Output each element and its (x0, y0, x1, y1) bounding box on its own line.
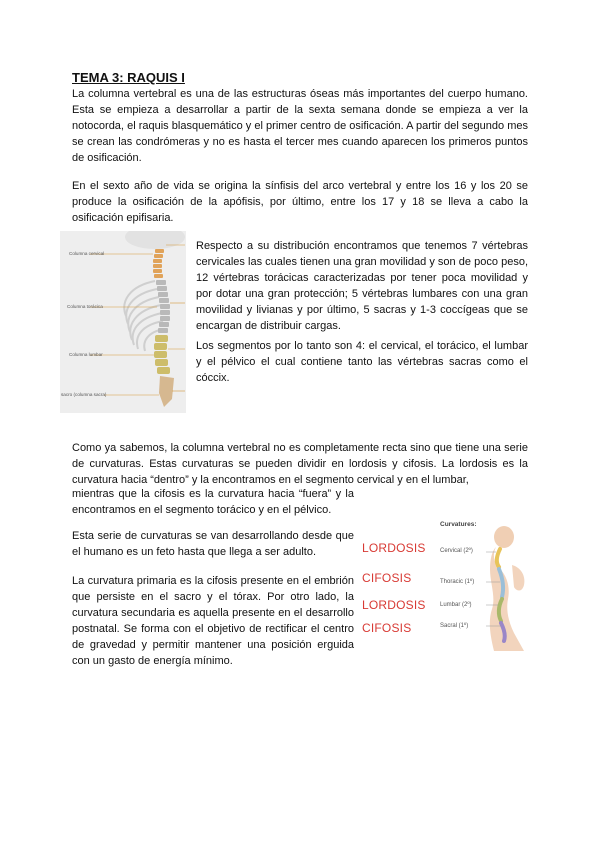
body-silhouette-illustration (486, 525, 532, 651)
curvature-label-thoracic: Thoracic (1º) (440, 579, 475, 585)
spine-label-sacrum: sacro (columna sacra) (61, 392, 107, 397)
paragraph-segments: Los segmentos por lo tanto son 4: el cervical, el torácico, el lumbar y el pélvico el cual contiene tanto las vértebras sacras como el cóccix. (196, 340, 528, 384)
curvature-label-cervical: Cervical (2º) (440, 548, 473, 554)
curvature-label-sacral: Sacral (1º) (440, 623, 469, 629)
paragraph-development: La columna vertebral es una de las estructuras óseas más importantes del cuerpo humano. Esta se empieza a desarrollar a partir de la sexta semana donde se empieza a ver la notocorda, el raquis blasquemático y el primer centro de osificación. A partir del segundo mes se crean las condrómeras y no es hasta el tercer mes cuando aparecen los primeros puntos de osificación. (72, 88, 528, 164)
curvature-word-lordosis-cervical: LORDOSIS (362, 541, 426, 555)
paragraph-distribution: Respecto a su distribución encontramos que tenemos 7 vértebras cervicales las cuales tienen una gran movilidad y son de poco peso, 12 vértebras torácicas caracterizadas por tener poca movilidad y por dotar una gran protección; 5 vértebras lumbares con una gran movilidad y livianas y por último, 5 sacras y 1-3 coccígeas que se encargan de distribuir cargas. (196, 240, 528, 332)
paragraph-primary-curvature: La curvatura primaria es la cifosis presente en el embrión que persiste en el sacro y el tórax. Por otro lado, la curvatura secundaria es aquella presente en el desarrollo postnatal. Se forma con el objetivo de rectificar el centro de gravedad y permitir mantener una posición erguida con un gasto de energía mínimo. (72, 575, 354, 667)
paragraph-development-curvatures: Esta serie de curvaturas se van desarrollando desde que el humano es un feto hasta que llega a ser adulto. (72, 530, 354, 558)
spine-label-thoracic: Columna torácica (67, 304, 103, 309)
paragraph-cifosis: mientras que la cifosis es la curvatura hacia “fuera” y la encontramos en el segmento torácico y en el pélvico. (72, 488, 354, 516)
spine-illustration (60, 231, 186, 413)
spine-label-lumbar: Columna lumbar (69, 352, 103, 357)
curvature-word-cifosis-sacral: CIFOSIS (362, 621, 412, 635)
paragraph-curvatures: Como ya sabemos, la columna vertebral no es completamente recta sino que tiene una serie de curvaturas. Estas curvaturas se pueden dividir en lordosis y cifosis. La lordosis es la curvatura hacia “dentro” y la encontramos en el segmento cervical y en el lumbar, (72, 442, 528, 486)
spine-label-cervical: Columna cervical (69, 251, 105, 256)
spine-figure (60, 231, 186, 413)
curvature-label-lumbar: Lumbar (2º) (440, 602, 472, 608)
curvature-word-lordosis-lumbar: LORDOSIS (362, 598, 426, 612)
curvature-word-cifosis-thoracic: CIFOSIS (362, 571, 412, 585)
curvature-figure (436, 519, 532, 651)
paragraph-ossification: En el sexto año de vida se origina la sínfisis del arco vertebral y entre los 16 y los 20 se produce la osificación de la apófisis, por último, entre los 17 y 18 se lleva a cabo la osificación epifisaria. (72, 180, 528, 224)
page-title: TEMA 3: RAQUIS I (72, 70, 185, 85)
curvature-header: Curvatures: (440, 521, 477, 528)
